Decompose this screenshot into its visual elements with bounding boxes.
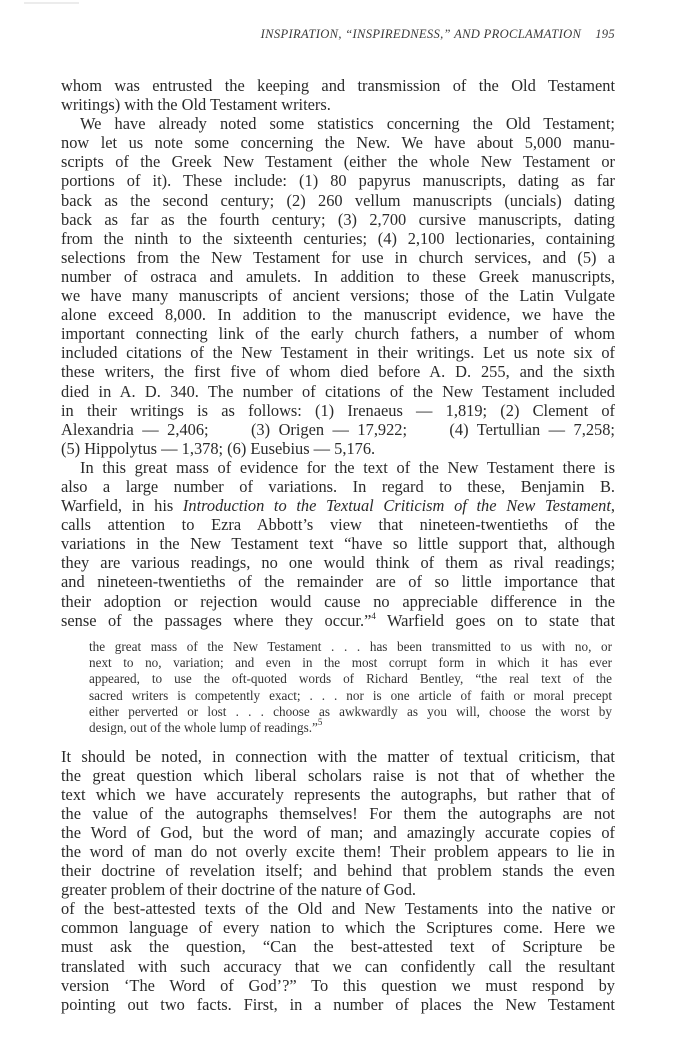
paragraph-translation bbox=[61, 899, 615, 1014]
text-line: pointing out two facts. First, in a number of places the New Testament bbox=[61, 994, 615, 1014]
text-line: scripts of the Greek New Testament (either the whole New Testament or bbox=[61, 152, 615, 172]
text-span: Warfield, in his bbox=[61, 496, 183, 516]
text-line: the value of the autographs themselves! For them the autographs are not bbox=[61, 803, 615, 823]
text-line: of the best-attested texts of the Old and New Testaments into the native or bbox=[61, 899, 615, 919]
text-line: back as the second century; (2) 260 vellum manuscripts (uncials) dating bbox=[61, 190, 615, 210]
text-line: alone exceed 8,000. In addition to the manuscript evidence, we have the bbox=[61, 305, 615, 325]
text-line: It should be noted, in connection with the matter of textual criticism, that bbox=[61, 746, 615, 766]
text-line: translated with such accuracy that we can confidently call the resultant bbox=[61, 956, 615, 976]
quote-line: next to no, variation; and even in the most corrupt form in which it has ever bbox=[89, 655, 612, 671]
text-line: now let us note some concerning the New. We have about 5,000 manu- bbox=[61, 133, 615, 153]
text-line: must ask the question, “Can the best-attested text of Scripture be bbox=[61, 937, 615, 957]
book-title-italic: Introduction to the Textual Criticism of the New Testament bbox=[182, 496, 611, 516]
text-line: included citations of the New Testament in their writings. Let us note six of bbox=[61, 343, 615, 363]
text-line: and nineteen-twentieths of the remainder are of so little importance that bbox=[61, 572, 615, 592]
paragraph-variations bbox=[61, 458, 615, 630]
text-line: important connecting link of the early church fathers, a number of whom bbox=[61, 324, 615, 344]
text-line: version ‘The Word of God’?” To this question we must respond by bbox=[61, 975, 615, 995]
text-line: we have many manuscripts of ancient versions; those of the Latin Vulgate bbox=[61, 286, 615, 306]
text-line: We have already noted some statistics concerning the Old Testament; bbox=[80, 114, 615, 134]
text-line: the Word of God, but the word of man; and amazingly accurate copies of bbox=[61, 822, 615, 842]
footnote-ref-4: 4 bbox=[371, 610, 376, 621]
text-line bbox=[61, 496, 615, 515]
page-number: 195 bbox=[595, 27, 615, 41]
block-quote bbox=[89, 639, 612, 737]
text-line: In this great mass of evidence for the text of the New Testament there is bbox=[80, 457, 615, 477]
text-line: number of ostraca and amulets. In addition to these Greek manuscripts, bbox=[61, 266, 615, 286]
quote-line: sacred writers is competently exact; . . . nor is one article of faith or moral precept bbox=[89, 687, 612, 703]
text-line: died in A. D. 340. The number of citations of the New Testament included bbox=[61, 381, 615, 401]
text-line: also a large number of variations. In regard to these, Benjamin B. bbox=[61, 476, 615, 496]
text-line: selections from the New Testament for use in church services, and (5) a bbox=[61, 247, 615, 267]
text-line: the word of man do not overly excite them! Their problem appears to lie in bbox=[61, 841, 615, 861]
text-line: whom was entrusted the keeping and transmission of the Old Testament bbox=[61, 76, 615, 95]
paragraph-manuscript-statistics bbox=[61, 114, 615, 458]
quote-line: the great mass of the New Testament . . . has been transmitted to us with no, or bbox=[89, 638, 612, 654]
text-line: (5) Hippolytus — 1,378; (6) Eusebius — 5,176. bbox=[61, 438, 376, 458]
text-line: in their writings is as follows: (1) Irenaeus — 1,819; (2) Clement of bbox=[61, 400, 615, 420]
text-span: Warfield goes on to state that bbox=[375, 610, 616, 630]
text-line bbox=[61, 611, 615, 630]
text-line: their doctrine of revelation itself; and behind that problem stands the even bbox=[61, 861, 615, 881]
text-line: Alexandria — 2,406; (3) Origen — 17,922; (4) Tertullian — 7,258; bbox=[61, 419, 615, 439]
running-head-title: INSPIRATION, “INSPIREDNESS,” AND PROCLAMATION bbox=[260, 27, 582, 41]
text-line: text which we have accurately represents the autographs, but rather that of bbox=[61, 784, 615, 804]
text-line: these writers, the first five of whom died before A. D. 255, and the sixth bbox=[61, 362, 615, 382]
running-head bbox=[261, 27, 615, 42]
footnote-ref-5: 5 bbox=[317, 717, 323, 728]
text-line: they are various readings, no one would think of them as rival readings; bbox=[61, 553, 615, 573]
quote-line: appeared, to use the oft-quoted words of Richard Bentley, “the real text of the bbox=[89, 671, 612, 687]
text-line: greater problem of their doctrine of the nature of God. bbox=[61, 880, 416, 900]
text-span: , bbox=[610, 496, 615, 516]
text-line: calls attention to Ezra Abbott’s view that nineteen-twentieths of the bbox=[61, 515, 615, 535]
quote-line: either perverted or lost . . . choose as awkwardly as you will, choose the worst by bbox=[89, 703, 612, 719]
page-body bbox=[61, 76, 615, 1014]
text-line: the great question which liberal scholars raise is not that of whether the bbox=[61, 765, 615, 785]
text-line: portions of it). These include: (1) 80 papyrus manuscripts, dating as far bbox=[61, 171, 615, 191]
text-span: design, out of the whole lump of readings.” bbox=[89, 720, 318, 736]
text-span: sense of the passages where they occur.” bbox=[61, 610, 372, 630]
text-line: back as far as the fourth century; (3) 2,700 cursive manuscripts, dating bbox=[61, 209, 615, 229]
text-line: their adoption or rejection would cause no appreciable difference in the bbox=[61, 591, 615, 611]
quote-line bbox=[89, 717, 612, 736]
text-line: variations in the New Testament text “have so little support that, although bbox=[61, 534, 615, 554]
paragraph-liberal-scholars bbox=[61, 747, 615, 900]
text-line: writings) with the Old Testament writers. bbox=[61, 95, 331, 115]
paragraph-continuation bbox=[61, 76, 615, 114]
text-line: from the ninth to the sixteenth centuries; (4) 2,100 lectionaries, containing bbox=[61, 228, 615, 248]
scan-artifact bbox=[24, 2, 79, 4]
text-line: common language of every nation to which the Scriptures come. Here we bbox=[61, 918, 615, 938]
